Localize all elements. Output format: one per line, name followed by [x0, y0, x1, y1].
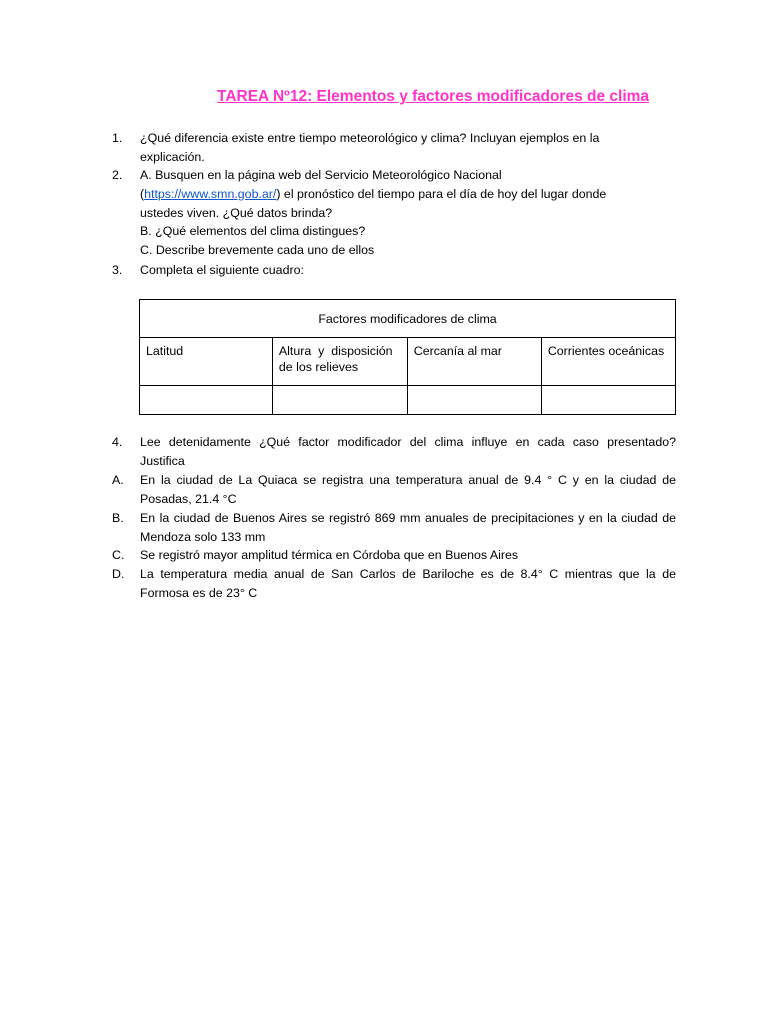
question-3: [112, 261, 676, 280]
case-text: La temperatura media anual de San Carlos de Bariloche es de 8.4° C mientras que la de Formosa es de 23° C: [140, 567, 676, 600]
column-altura: Altura y disposición de los relieves: [272, 338, 407, 386]
question-number: 3.: [112, 263, 123, 277]
question-4: [112, 433, 676, 471]
answer-cell-cercania[interactable]: [407, 386, 541, 415]
page-title: TAREA Nº12: Elementos y factores modificadores de clima: [217, 88, 650, 105]
question-number: 4.: [112, 435, 123, 449]
answer-cell-latitud[interactable]: [140, 386, 273, 415]
case-a: [112, 471, 676, 509]
question-1: [112, 129, 676, 167]
case-letter: D.: [112, 567, 125, 581]
question-number: 2.: [112, 168, 123, 182]
answer-cell-corrientes[interactable]: [541, 386, 675, 415]
question-text: ¿Qué diferencia existe entre tiempo meteorológico y clima? Incluyan ejemplos en la explicación.: [140, 131, 600, 164]
question-2: [112, 166, 676, 260]
case-letter: B.: [112, 511, 124, 525]
case-letter: A.: [112, 473, 124, 487]
case-text: Se registró mayor amplitud térmica en Córdoba que en Buenos Aires: [140, 548, 519, 562]
question-text: Lee detenidamente ¿Qué factor modificador del clima influye en cada caso presentado? Justifica: [140, 435, 676, 468]
table-row: [140, 338, 676, 386]
table-header-row: [140, 300, 676, 338]
case-c: [112, 546, 676, 565]
question-text: A. Busquen en la página web del Servicio Meteorológico Nacional (https://www.smn.gob.ar/) el pronóstico del tiempo para el día de hoy del lugar donde ustedes viven. ¿Qué datos brinda? B. ¿Qué elementos del clima distingues? C. Describe brevemente cada uno de ellos: [140, 168, 607, 258]
table-header: Factores modificadores de clima: [140, 300, 676, 338]
case-b: [112, 509, 676, 547]
column-cercania: Cercanía al mar: [407, 338, 541, 386]
smn-link[interactable]: https://www.smn.gob.ar/: [144, 186, 277, 201]
column-latitud: Latitud: [140, 338, 273, 386]
table-row: [140, 386, 676, 415]
answer-cell-altura[interactable]: [272, 386, 407, 415]
column-corrientes: Corrientes oceánicas: [541, 338, 675, 386]
question-text: Completa el siguiente cuadro:: [140, 263, 304, 277]
case-text: En la ciudad de La Quiaca se registra una temperatura anual de 9.4 ° C y en la ciudad de Posadas, 21.4 °C: [140, 473, 676, 506]
case-letter: C.: [112, 548, 125, 562]
question-number: 1.: [112, 131, 123, 145]
case-d: [112, 565, 676, 603]
factors-table: [139, 299, 676, 415]
case-text: En la ciudad de Buenos Aires se registró 869 mm anuales de precipitaciones y en la ciudad de Mendoza solo 133 mm: [140, 511, 676, 544]
